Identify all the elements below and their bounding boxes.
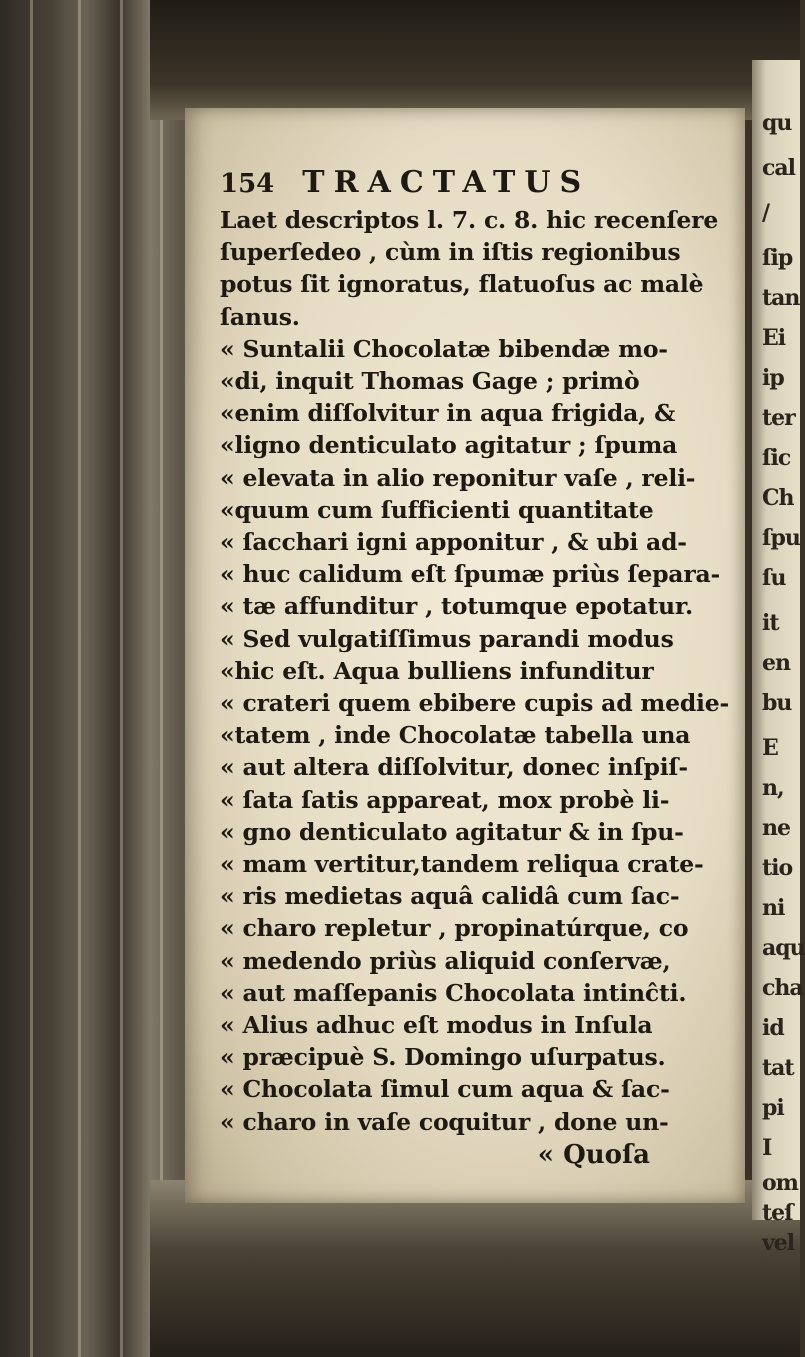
- facing-page-fragment: it: [762, 610, 779, 636]
- text-line: « præcipuè S. Domingo uſurpatus.: [220, 1043, 666, 1072]
- text-line: «ligno denticulato agitatur ; ſpuma: [220, 431, 678, 460]
- text-line: « Alius adhuc eſt modus in Inſula: [220, 1011, 653, 1040]
- text-line: potus ſit ignoratus, flatuoſus ac malè: [220, 270, 704, 299]
- page-number: 154: [220, 169, 275, 199]
- facing-page-fragment: tan: [762, 285, 800, 311]
- page-bottom-shadow: [150, 1180, 800, 1357]
- facing-page-fragment: qu: [762, 110, 792, 136]
- text-lines: [220, 204, 740, 1138]
- facing-page-fragment: I: [762, 1135, 772, 1161]
- text-line: « aut maſſepanis Chocolata intinĉti.: [220, 978, 687, 1007]
- text-line: Laet descriptos l. 7. c. 8. hic recenſere: [220, 206, 719, 234]
- text-line: « crateri quem ebibere cupis ad medie-: [220, 689, 730, 718]
- text-line: « Sed vulgatiſſimus parandi modus: [220, 624, 674, 653]
- text-line: « Chocolata ſimul cum aqua & ſac-: [220, 1075, 670, 1104]
- facing-page-fragment: om: [762, 1170, 798, 1196]
- facing-page-fragment: bu: [762, 690, 792, 716]
- facing-page-edge: [752, 60, 805, 1256]
- page-header: [220, 165, 740, 200]
- facing-page-fragment: Ei: [762, 325, 786, 351]
- facing-page-fragment: ip: [762, 365, 784, 391]
- facing-page-fragment: ſu: [762, 565, 786, 591]
- facing-page-fragment: aqu: [762, 935, 805, 961]
- page-top-shadow: [150, 0, 800, 120]
- text-line: « tæ affunditur , totumque epotatur.: [220, 592, 693, 621]
- text-line: «quum cum ſufficienti quantitate: [220, 495, 654, 524]
- text-line: « gno denticulato agitatur & in ſpu-: [220, 817, 684, 846]
- facing-page-fragment: pi: [762, 1095, 784, 1121]
- text-line: « charo repletur , propinatúrque, co: [220, 914, 689, 943]
- text-line: ſuperſedeo , cùm in iſtis regionibus: [220, 238, 681, 267]
- running-title: TRACTATUS: [302, 165, 591, 200]
- facing-page-fragment: vel: [762, 1230, 795, 1256]
- text-line: « ſacchari igni apponitur , & ubi ad-: [220, 528, 687, 557]
- text-line: « Suntalii Chocolatæ bibendæ mo-: [220, 334, 668, 363]
- text-line: ſanus.: [220, 302, 300, 331]
- catchword: « Quoſa: [537, 1139, 650, 1170]
- text-line: « charo in vaſe coquitur , done un-: [220, 1107, 669, 1136]
- text-line: «hic eſt. Aqua bulliens infunditur: [220, 656, 654, 685]
- facing-page-fragment: tio: [762, 855, 793, 881]
- facing-page-fragment: n,: [762, 775, 784, 801]
- text-line: « aut altera diſſolvitur, donec inſpiſ-: [220, 753, 688, 782]
- facing-page-fragment: ter: [762, 405, 795, 431]
- text-line: « medendo priùs aliquid conſervæ,: [220, 946, 671, 975]
- text-line: « ſata ſatis appareat, mox probè li-: [220, 785, 670, 814]
- facing-page-fragment: ne: [762, 815, 790, 841]
- facing-page-fragment: teſ: [762, 1200, 793, 1226]
- facing-page-fragment: ſic: [762, 445, 791, 471]
- facing-page-fragment: cal: [762, 155, 796, 181]
- text-line: «enim diſſolvitur in aqua frigida, &: [220, 399, 676, 428]
- page-text: [220, 165, 740, 1172]
- text-line: «tatem , inde Chocolatæ tabella una: [220, 721, 691, 750]
- facing-page-fragment: en: [762, 650, 790, 676]
- facing-page-fragment: ſpu: [762, 525, 800, 551]
- facing-page-fragment: Ch: [762, 485, 794, 511]
- facing-page-fragment: cha: [762, 975, 803, 1001]
- facing-page-fragment: id: [762, 1015, 784, 1041]
- facing-page-fragment: ſip: [762, 245, 793, 271]
- text-line: « elevata in alio reponitur vaſe , reli-: [220, 463, 696, 492]
- facing-page-fragment: ni: [762, 895, 785, 921]
- text-line: « mam vertitur,tandem reliqua crate-: [220, 850, 704, 879]
- facing-page-fragment: E: [762, 735, 778, 761]
- facing-page-fragment: tat: [762, 1055, 794, 1081]
- book-gutter-left: [0, 0, 215, 1357]
- facing-page-fragment: /: [762, 200, 770, 226]
- text-line: « huc calidum eſt ſpumæ priùs ſepara-: [220, 560, 721, 589]
- text-line: « ris medietas aquâ calidâ cum ſac-: [220, 882, 680, 911]
- text-line: «di, inquit Thomas Gage ; primò: [220, 367, 640, 396]
